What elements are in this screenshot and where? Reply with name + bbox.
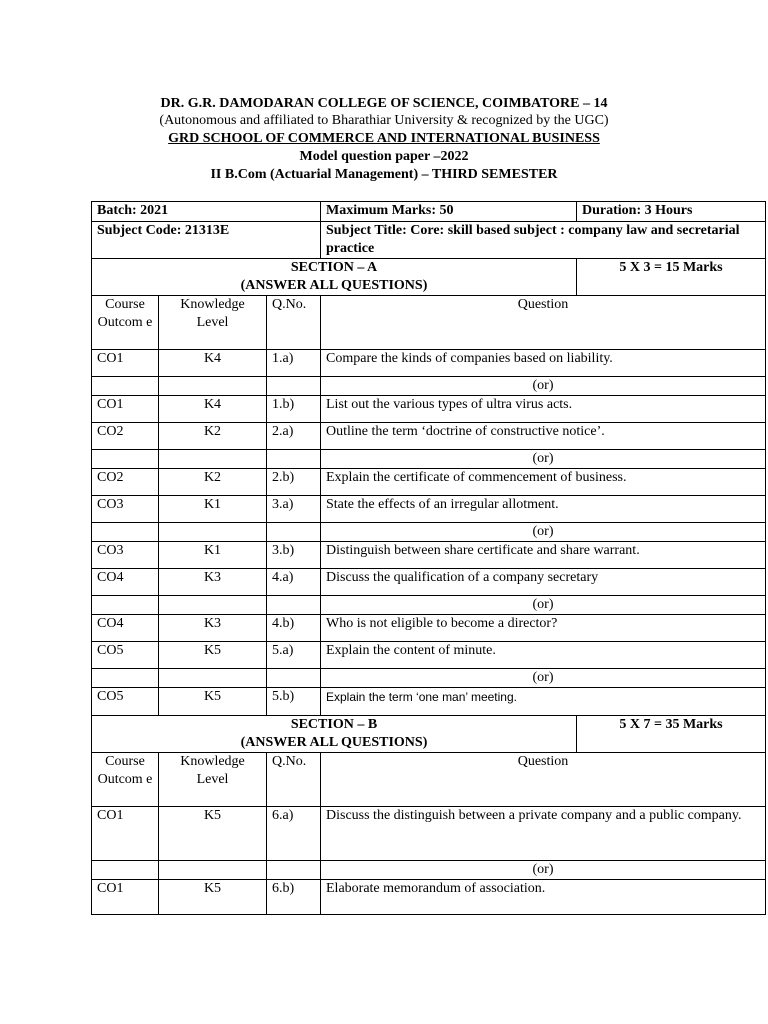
knowledge-level: K5 <box>159 642 267 669</box>
column-header-qno: Q.No. <box>267 753 321 807</box>
question-row <box>92 880 766 915</box>
column-header-co: Course Outcom e <box>92 753 159 807</box>
question-row <box>92 542 766 569</box>
question-row <box>92 396 766 423</box>
section-b-questions <box>92 807 766 915</box>
knowledge-level: K4 <box>159 350 267 377</box>
or-blank-co <box>92 377 159 396</box>
course-outcome: CO4 <box>92 569 159 596</box>
or-blank-co <box>92 523 159 542</box>
question-number: 4.b) <box>267 615 321 642</box>
question-text: Discuss the distinguish between a private company and a public company. <box>321 807 766 861</box>
course-outcome: CO1 <box>92 807 159 861</box>
or-blank-kl <box>159 523 267 542</box>
course-outcome: CO4 <box>92 615 159 642</box>
question-number: 1.b) <box>267 396 321 423</box>
section-a-title: SECTION – A <box>290 260 378 275</box>
knowledge-level: K1 <box>159 542 267 569</box>
course-outcome: CO1 <box>92 396 159 423</box>
or-blank-kl <box>159 377 267 396</box>
or-row <box>92 596 766 615</box>
column-header-row-a <box>92 296 766 350</box>
or-blank-co <box>92 450 159 469</box>
question-row <box>92 688 766 716</box>
or-label: (or) <box>321 669 766 688</box>
knowledge-level: K5 <box>159 688 267 716</box>
school-name: GRD SCHOOL OF COMMERCE AND INTERNATIONAL BUSINESS <box>168 131 600 146</box>
knowledge-level: K3 <box>159 569 267 596</box>
knowledge-level: K4 <box>159 396 267 423</box>
paper-title: Model question paper –2022 <box>299 149 469 164</box>
question-row <box>92 423 766 450</box>
course-outcome: CO5 <box>92 642 159 669</box>
or-blank-qno <box>267 596 321 615</box>
question-row <box>92 496 766 523</box>
affiliation-line: (Autonomous and affiliated to Bharathiar University & recognized by the UGC) <box>159 113 609 128</box>
question-text: Discuss the qualification of a company secretary <box>321 569 766 596</box>
question-number: 4.a) <box>267 569 321 596</box>
or-blank-co <box>92 669 159 688</box>
or-row <box>92 450 766 469</box>
or-row <box>92 523 766 542</box>
or-blank-qno <box>267 669 321 688</box>
section-b-marks: 5 X 7 = 35 Marks <box>577 716 766 753</box>
section-a-instruction: (ANSWER ALL QUESTIONS) <box>240 278 428 293</box>
course-outcome: CO1 <box>92 880 159 915</box>
meta-row-2 <box>92 222 766 259</box>
question-text: Explain the term ‘one man’ meeting. <box>321 688 766 716</box>
course-outcome: CO3 <box>92 496 159 523</box>
knowledge-level: K5 <box>159 807 267 861</box>
question-row <box>92 615 766 642</box>
column-header-co: Course Outcom e <box>92 296 159 350</box>
question-number: 6.b) <box>267 880 321 915</box>
or-blank-kl <box>159 861 267 880</box>
question-row <box>92 569 766 596</box>
knowledge-level: K1 <box>159 496 267 523</box>
or-blank-co <box>92 861 159 880</box>
meta-row-1 <box>92 202 766 222</box>
knowledge-level: K5 <box>159 880 267 915</box>
course-outcome: CO2 <box>92 469 159 496</box>
section-a-heading <box>92 259 577 296</box>
or-label: (or) <box>321 596 766 615</box>
question-text: Who is not eligible to become a director? <box>321 615 766 642</box>
course-outcome: CO1 <box>92 350 159 377</box>
or-blank-kl <box>159 450 267 469</box>
section-b-title: SECTION – B <box>290 717 378 732</box>
question-number: 6.a) <box>267 807 321 861</box>
section-b-header-row <box>92 716 766 753</box>
question-number: 3.b) <box>267 542 321 569</box>
column-header-row-b <box>92 753 766 807</box>
section-b-heading <box>92 716 577 753</box>
or-blank-co <box>92 596 159 615</box>
knowledge-level: K2 <box>159 469 267 496</box>
course-outcome: CO2 <box>92 423 159 450</box>
or-row <box>92 377 766 396</box>
section-a-questions <box>92 350 766 716</box>
course-title: II B.Com (Actuarial Management) – THIRD SEMESTER <box>210 167 558 182</box>
question-text: Outline the term ‘doctrine of constructive notice’. <box>321 423 766 450</box>
knowledge-level: K2 <box>159 423 267 450</box>
question-number: 3.a) <box>267 496 321 523</box>
or-blank-kl <box>159 596 267 615</box>
question-text: Elaborate memorandum of association. <box>321 880 766 915</box>
question-number: 2.b) <box>267 469 321 496</box>
question-number: 5.b) <box>267 688 321 716</box>
question-text: Explain the certificate of commencement of business. <box>321 469 766 496</box>
or-label: (or) <box>321 377 766 396</box>
question-number: 1.a) <box>267 350 321 377</box>
question-text: Compare the kinds of companies based on liability. <box>321 350 766 377</box>
or-blank-qno <box>267 523 321 542</box>
or-row <box>92 669 766 688</box>
course-outcome: CO3 <box>92 542 159 569</box>
column-header-qno: Q.No. <box>267 296 321 350</box>
question-row <box>92 469 766 496</box>
question-paper-table <box>91 201 766 915</box>
question-row <box>92 807 766 861</box>
question-row <box>92 350 766 377</box>
or-blank-qno <box>267 861 321 880</box>
or-label: (or) <box>321 450 766 469</box>
or-label: (or) <box>321 861 766 880</box>
question-row <box>92 642 766 669</box>
course-outcome: CO5 <box>92 688 159 716</box>
or-blank-qno <box>267 450 321 469</box>
column-header-kl: Knowledge Level <box>159 296 267 350</box>
or-blank-kl <box>159 669 267 688</box>
duration-cell: Duration: 3 Hours <box>577 202 766 222</box>
column-header-kl: Knowledge Level <box>159 753 267 807</box>
question-number: 2.a) <box>267 423 321 450</box>
column-header-question: Question <box>321 753 766 807</box>
question-text: List out the various types of ultra virus acts. <box>321 396 766 423</box>
section-a-header-row <box>92 259 766 296</box>
question-text: State the effects of an irregular allotment. <box>321 496 766 523</box>
column-header-question: Question <box>321 296 766 350</box>
college-name: DR. G.R. DAMODARAN COLLEGE OF SCIENCE, COIMBATORE – 14 <box>160 96 608 111</box>
or-blank-qno <box>267 377 321 396</box>
knowledge-level: K3 <box>159 615 267 642</box>
question-text: Distinguish between share certificate and share warrant. <box>321 542 766 569</box>
subject-title-cell: Subject Title: Core: skill based subject : company law and secretarial practice <box>321 222 766 259</box>
section-a-marks: 5 X 3 = 15 Marks <box>577 259 766 296</box>
max-marks-cell: Maximum Marks: 50 <box>321 202 577 222</box>
question-number: 5.a) <box>267 642 321 669</box>
batch-cell: Batch: 2021 <box>92 202 321 222</box>
question-text: Explain the content of minute. <box>321 642 766 669</box>
section-b-instruction: (ANSWER ALL QUESTIONS) <box>240 735 428 750</box>
or-label: (or) <box>321 523 766 542</box>
subject-code-cell: Subject Code: 21313E <box>92 222 321 259</box>
or-row <box>92 861 766 880</box>
